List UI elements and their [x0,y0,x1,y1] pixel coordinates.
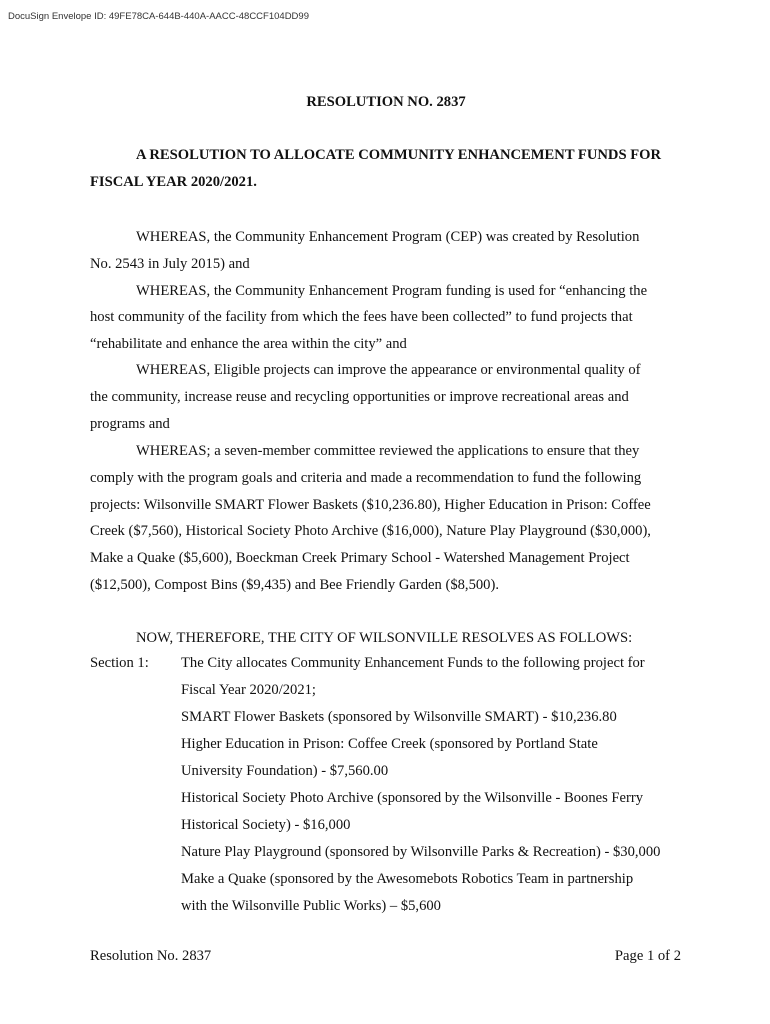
footer-page-number: Page 1 of 2 [614,948,681,964]
whereas-3-line-1: WHEREAS, Eligible projects can improve the appearance or environmental quality of [136,362,641,378]
whereas-4-line-2: comply with the program goals and criteria and made a recommendation to fund the following [90,470,642,486]
envelope-id: DocuSign Envelope ID: 49FE78CA-644B-440A-AACC-48CCF104DD99 [8,11,309,22]
project-photo-archive-line-2: Historical Society) - $16,000 [181,817,351,833]
section-1-line-2: Fiscal Year 2020/2021; [181,682,316,698]
project-make-a-quake-line-2: with the Wilsonville Public Works) – $5,600 [181,898,441,914]
whereas-4-line-6: ($12,500), Compost Bins ($9,435) and Bee Friendly Garden ($8,500). [90,577,499,593]
whereas-4-line-4: Creek ($7,560), Historical Society Photo Archive ($16,000), Nature Play Playground ($30,000), [90,523,651,539]
project-higher-education-line-1: Higher Education in Prison: Coffee Creek (sponsored by Portland State [181,736,598,752]
whereas-4-line-3: projects: Wilsonville SMART Flower Baskets ($10,236.80), Higher Education in Prison: Coffee [90,497,651,513]
resolution-title: RESOLUTION NO. 2837 [306,94,466,110]
whereas-3-line-2: the community, increase reuse and recycling opportunities or improve recreational areas and [90,389,629,405]
project-smart-flower-baskets: SMART Flower Baskets (sponsored by Wilsonville SMART) - $10,236.80 [181,709,617,725]
project-nature-play-playground: Nature Play Playground (sponsored by Wilsonville Parks & Recreation) - $30,000 [181,844,661,860]
footer-resolution-number: Resolution No. 2837 [90,948,212,964]
whereas-1-line-2: No. 2543 in July 2015) and [90,256,250,272]
section-1-line-1: The City allocates Community Enhancement Funds to the following project for [181,655,645,671]
whereas-2-line-2: host community of the facility from which the fees have been collected” to fund projects that [90,309,633,325]
whereas-2-line-1: WHEREAS, the Community Enhancement Program funding is used for “enhancing the [136,283,648,299]
section-1-label: Section 1: [90,655,149,671]
project-photo-archive-line-1: Historical Society Photo Archive (sponsored by the Wilsonville - Boones Ferry [181,790,644,806]
whereas-4-line-1: WHEREAS; a seven-member committee reviewed the applications to ensure that they [136,443,640,459]
whereas-3-line-3: programs and [90,416,170,432]
whereas-2-line-3: “rehabilitate and enhance the area within the city” and [90,336,407,352]
whereas-4-line-5: Make a Quake ($5,600), Boeckman Creek Primary School - Watershed Management Project [90,550,630,566]
project-higher-education-line-2: University Foundation) - $7,560.00 [181,763,389,779]
resolves-statement: NOW, THEREFORE, THE CITY OF WILSONVILLE RESOLVES AS FOLLOWS: [136,630,633,646]
resolution-heading-line-1: A RESOLUTION TO ALLOCATE COMMUNITY ENHANCEMENT FUNDS FOR [136,147,662,163]
whereas-1-line-1: WHEREAS, the Community Enhancement Program (CEP) was created by Resolution [136,229,640,245]
project-make-a-quake-line-1: Make a Quake (sponsored by the Awesomebots Robotics Team in partnership [181,871,634,887]
resolution-heading-line-2: FISCAL YEAR 2020/2021. [90,174,257,190]
